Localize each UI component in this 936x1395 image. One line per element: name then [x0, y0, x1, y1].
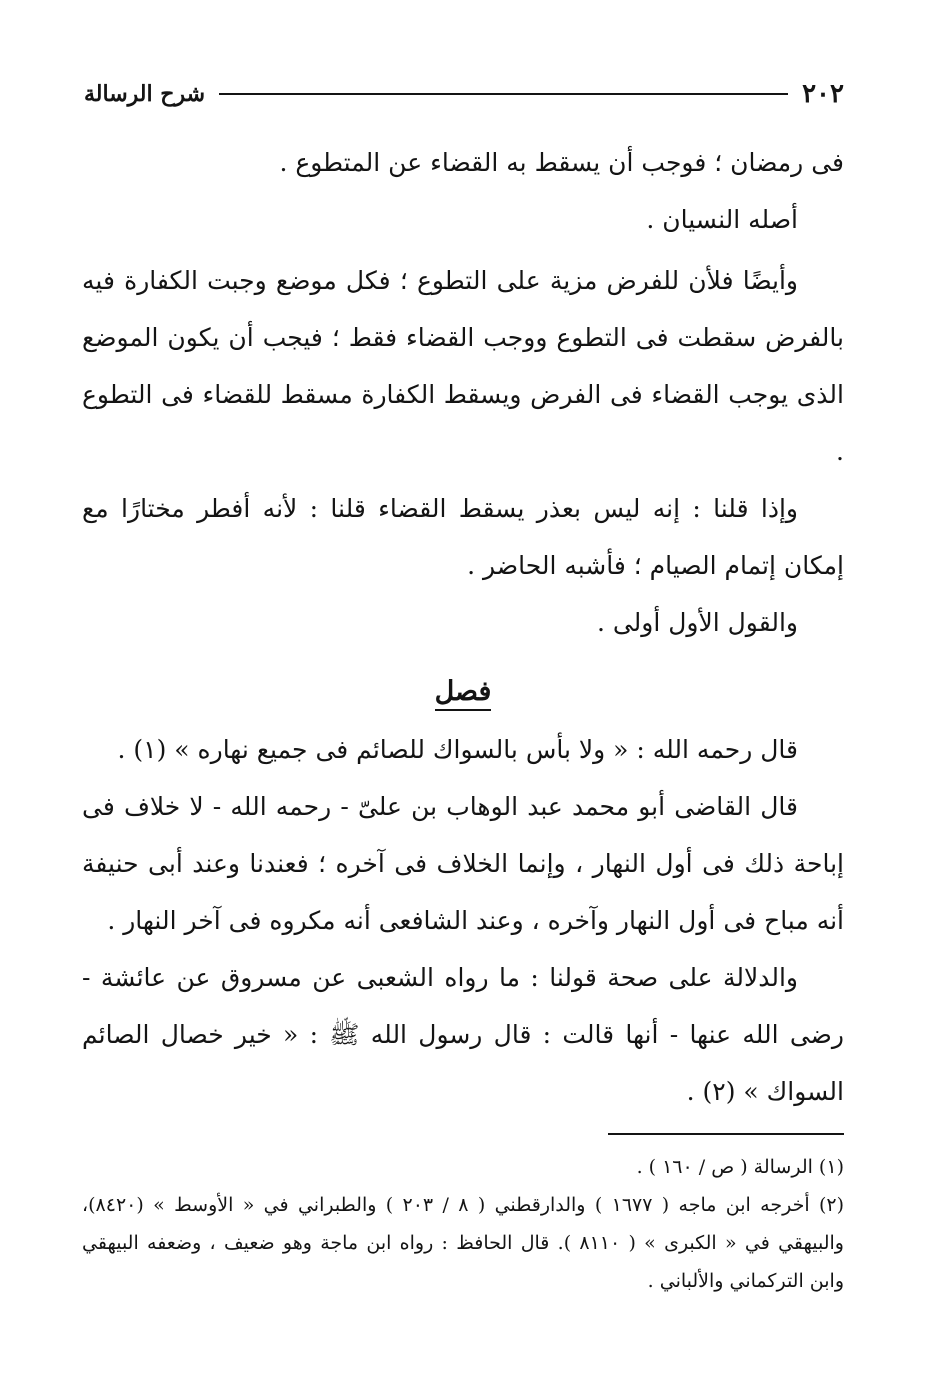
paragraph: أصله النسيان . [646, 205, 798, 234]
paragraph: فى رمضان ؛ فوجب أن يسقط به القضاء عن المتطوع . [279, 148, 844, 177]
running-title: شرح الرسالة [84, 81, 206, 107]
main-text [82, 134, 844, 1120]
footnote-separator [608, 1133, 844, 1135]
section-heading [82, 669, 844, 715]
footnote: (٢) أخرجه ابن ماجه ( ١٦٧٧ ) والدارقطني ( ٨ / ٢٠٣ ) والطبراني في « الأوسط » (٨٤٢٠)، والبيهقي في « الكبرى » ( ٨١١٠ ). قال الحافظ : رواه ابن ماجة وهو ضعيف ، وضعفه البيهقي وابن التركماني والألباني . [82, 1194, 845, 1292]
paragraph: والدلالة على صحة قولنا : ما رواه الشعبى عن مسروق عن عائشة - رضى الله عنها - أنها قالت : قال رسول الله ﷺ : « خير خصال الصائم السواك » (٢) . [82, 963, 844, 1106]
page-number: ٢٠٢ [802, 79, 844, 109]
paragraph: وإذا قلنا : إنه ليس بعذر يسقط القضاء قلنا : لأنه أفطر مختارًا مع إمكان إتمام الصيام ؛ فأشبه الحاضر . [82, 494, 844, 580]
paragraph: قال رحمه الله : « ولا بأس بالسواك للصائم فى جميع نهاره » (١) . [117, 735, 798, 764]
footnotes [82, 1148, 844, 1300]
paragraph: قال القاضى أبو محمد عبد الوهاب بن علىّ - رحمه الله - لا خلاف فى إباحة ذلك فى أول النهار ، وإنما الخلاف فى آخره ؛ فعندنا وعند أبى حنيفة أنه مباح فى أول النهار وآخره ، وعند الشافعى أنه مكروه فى آخر النهار . [82, 792, 844, 935]
paragraph: وأيضًا فلأن للفرض مزية على التطوع ؛ فكل موضع وجبت الكفارة فيه بالفرض سقطت فى التطوع ووجب القضاء فقط ؛ فيجب أن يكون الموضع الذى يوجب القضاء فى الفرض ويسقط الكفارة مسقط للقضاء فى التطوع . [82, 266, 844, 466]
paragraph: والقول الأول أولى . [596, 608, 798, 637]
footnote: (١) الرسالة ( ص / ١٦٠ ) . [636, 1156, 844, 1178]
running-header [84, 74, 844, 114]
header-rule [219, 93, 788, 95]
section-heading-text: فصل [435, 676, 492, 711]
